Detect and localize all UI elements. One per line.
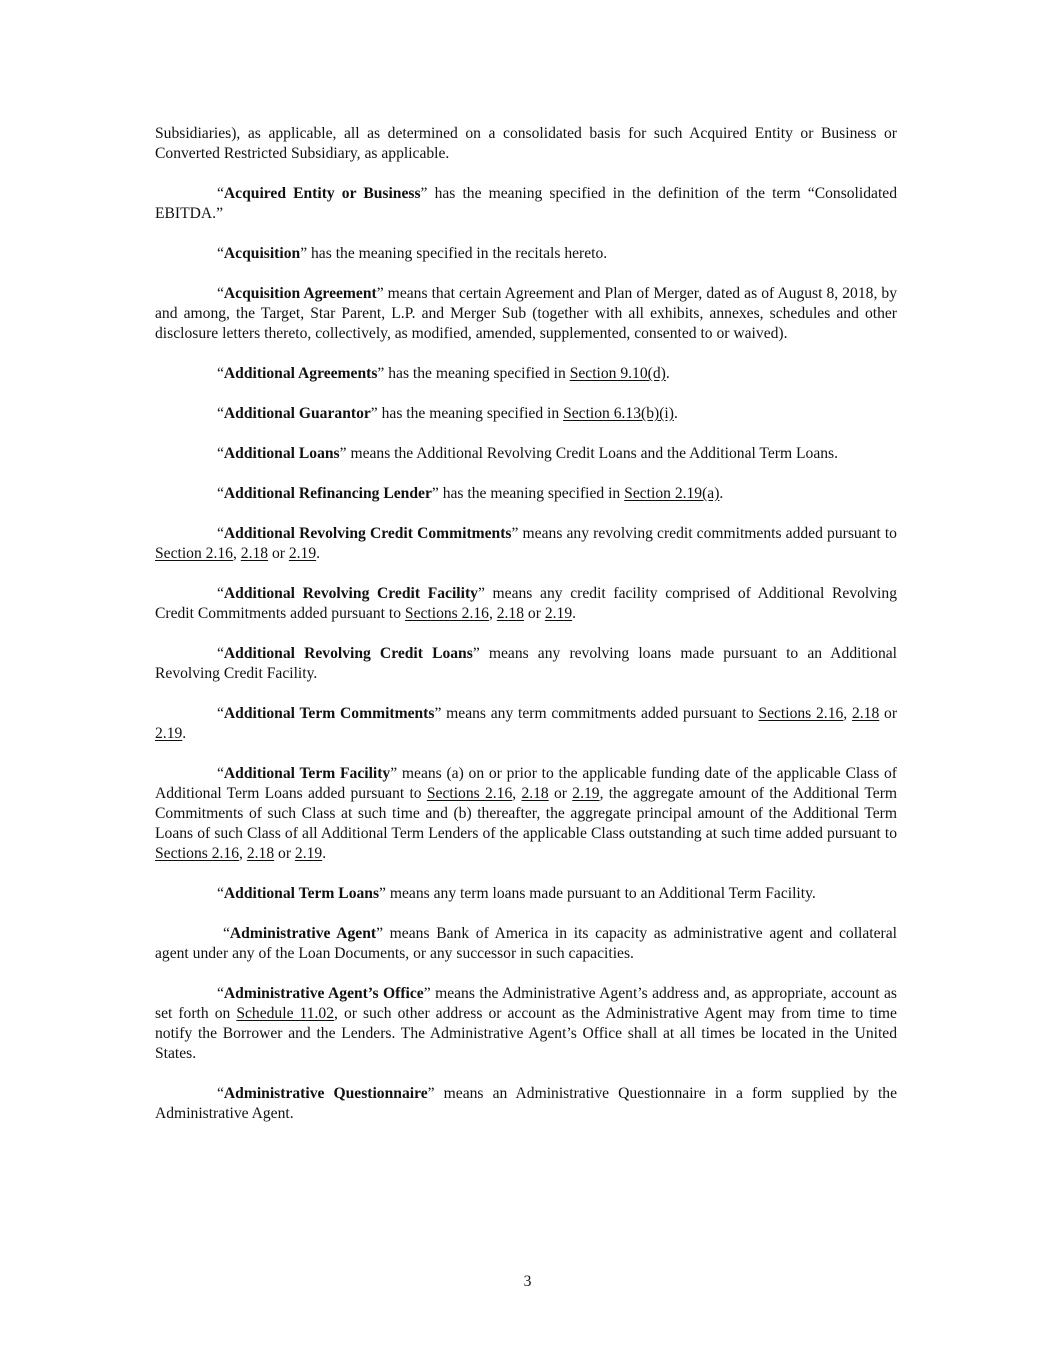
text-run: “ <box>217 705 224 722</box>
paragraph-continuation <box>155 124 897 164</box>
defined-term: Additional Term Commitments <box>223 705 435 722</box>
text-run: ” means the Additional Revolving Credit Loans and the Additional Term Loans. <box>339 445 839 462</box>
section-reference: 2.18 <box>496 605 525 622</box>
text-run: or <box>548 785 573 802</box>
definition-additional-guarantor <box>155 404 897 424</box>
text-run: , or such other address or account as the Administrative Agent may from time to time notify the Borrower and the Lenders. The Administrative Agent’s Office shall at all times be located in the United States. <box>155 1005 897 1062</box>
defined-term: Additional Agreements <box>223 365 378 382</box>
defined-term: Administrative Agent’s Office <box>223 985 424 1002</box>
definition-additional-term-loans <box>155 884 897 904</box>
text-run: , <box>239 845 247 862</box>
definition-additional-term-commitments <box>155 704 897 744</box>
definition-administrative-agent <box>155 924 897 964</box>
text-run: “ <box>217 285 224 302</box>
section-reference: 2.19 <box>155 725 183 742</box>
text-run: ” means Bank of America in its capacity as administrative agent and collateral agent under any of the Loan Documents, or any successor in such capacities. <box>155 925 897 962</box>
defined-term: Additional Guarantor <box>223 405 371 422</box>
defined-term: Additional Term Loans <box>223 885 380 902</box>
defined-term: Additional Revolving Credit Facility <box>223 585 478 602</box>
definition-additional-term-facility <box>155 764 897 864</box>
text-run: ” means the Administrative Agent’s address and, as appropriate, account as set forth on <box>155 985 897 1022</box>
section-reference: Section 2.19(a) <box>624 485 720 502</box>
text-run: or <box>524 605 545 622</box>
defined-term: Additional Revolving Credit Loans <box>223 645 473 662</box>
definition-additional-agreements <box>155 364 897 384</box>
text-run: . <box>322 845 327 862</box>
defined-term: Additional Term Facility <box>223 765 391 782</box>
definition-acquisition-agreement <box>155 284 897 344</box>
text-run: “ <box>217 765 224 782</box>
text-run: . <box>665 365 670 382</box>
text-run: “ <box>217 445 224 462</box>
section-reference: Sections 2.16 <box>426 785 513 802</box>
text-run: ” means (a) on or prior to the applicable funding date of the applicable Class of Additional Term Loans added pursuant to <box>155 765 897 802</box>
defined-term: Additional Loans <box>223 445 340 462</box>
text-run: “ <box>217 985 224 1002</box>
document-body <box>155 124 897 1124</box>
text-run: ” means any revolving loans made pursuant to an Additional Revolving Credit Facility. <box>155 645 897 682</box>
text-run: “ <box>217 485 224 502</box>
defined-term: Acquisition Agreement <box>223 285 377 302</box>
section-reference: Sections 2.16 <box>155 845 240 862</box>
text-run: ” means any credit facility comprised of Additional Revolving Credit Commitments added pursuant to <box>155 585 897 622</box>
text-run: “ <box>217 365 224 382</box>
section-reference: 2.19 <box>294 845 323 862</box>
definition-additional-revolving-credit-commitments <box>155 524 897 564</box>
definition-additional-revolving-credit-loans <box>155 644 897 684</box>
section-reference: Section 9.10(d) <box>569 365 666 382</box>
text-run: “ <box>217 1085 224 1102</box>
defined-term: Acquisition <box>223 245 301 262</box>
text-run: “ <box>217 525 224 542</box>
text-run: ” means any term commitments added pursuant to <box>434 705 759 722</box>
text-run: , <box>232 545 241 562</box>
text-run: ” has the meaning specified in the definition of the term “Consolidated EBITDA.” <box>155 185 897 222</box>
text-run: ” means that certain Agreement and Plan of Merger, dated as of August 8, 2018, by and among, the Target, Star Parent, L.P. and Merger Sub (together with all exhibits, annexes, schedules and other disclosure letters thereto, collectively, as modified, amended, supplemented, consented to or waived). <box>155 285 897 342</box>
section-reference: Sections 2.16 <box>404 605 489 622</box>
text-run: ” means any revolving credit commitments added pursuant to <box>511 525 897 542</box>
text-run: Subsidiaries), as applicable, all as determined on a consolidated basis for such Acquired Entity or Business or Converted Restricted Subsidiary, as applicable. <box>155 125 897 162</box>
text-run: “ <box>217 585 224 602</box>
section-reference: 2.18 <box>521 785 549 802</box>
section-reference: 2.19 <box>544 605 573 622</box>
defined-term: Acquired Entity or Business <box>223 185 421 202</box>
definition-administrative-agents-office <box>155 984 897 1064</box>
section-reference: Sections 2.16 <box>758 705 844 722</box>
definition-additional-revolving-credit-facility <box>155 584 897 624</box>
text-run: ” has the meaning specified in <box>377 365 570 382</box>
defined-term: Additional Revolving Credit Commitments <box>223 525 512 542</box>
text-run: “ <box>217 405 224 422</box>
text-run: . <box>572 605 577 622</box>
section-reference: Schedule 11.02 <box>236 1005 335 1022</box>
definition-administrative-questionnaire <box>155 1084 897 1124</box>
section-reference: 2.19 <box>288 545 317 562</box>
text-run: ” means any term loans made pursuant to an Additional Term Facility. <box>379 885 816 902</box>
definition-acquisition <box>155 244 897 264</box>
section-reference: Section 6.13(b)(i) <box>563 405 674 422</box>
text-run: ” has the meaning specified in the recitals hereto. <box>300 245 608 262</box>
defined-term: Administrative Questionnaire <box>223 1085 428 1102</box>
section-reference: 2.18 <box>240 545 269 562</box>
text-run: . <box>719 485 724 502</box>
text-run: or <box>274 845 295 862</box>
text-run: “ <box>217 185 224 202</box>
text-run: . <box>182 725 187 742</box>
text-run: ” means an Administrative Questionnaire in a form supplied by the Administrative Agent. <box>155 1085 898 1122</box>
page-number: 3 <box>523 1273 532 1290</box>
text-run: ” has the meaning specified in <box>431 485 625 502</box>
definition-additional-refinancing-lender <box>155 484 897 504</box>
text-run: “ <box>217 645 224 662</box>
text-run: or <box>879 705 898 722</box>
section-reference: 2.18 <box>246 845 275 862</box>
text-run: , <box>512 785 522 802</box>
section-reference: Section 2.16 <box>155 545 233 562</box>
text-run: , <box>843 705 852 722</box>
defined-term: Additional Refinancing Lender <box>223 485 432 502</box>
text-run: , <box>488 605 497 622</box>
defined-term: Administrative Agent <box>229 925 377 942</box>
text-run: or <box>268 545 289 562</box>
text-run: , the aggregate amount of the Additional Term Commitments of such Class at such time and (b) thereafter, the aggregate principal amount of the Additional Term Loans of such Class of all Additional Term Lenders of the applicable Class outstanding at such time added pursuant to <box>155 785 898 842</box>
text-run: . <box>316 545 321 562</box>
section-reference: 2.19 <box>572 785 600 802</box>
text-run: “ <box>217 885 224 902</box>
text-run: ” has the meaning specified in <box>370 405 564 422</box>
text-run: . <box>673 405 678 422</box>
text-run: “ <box>217 245 224 262</box>
text-run: “ <box>223 925 230 942</box>
definition-acquired-entity-or-business <box>155 184 897 224</box>
definition-additional-loans <box>155 444 897 464</box>
section-reference: 2.18 <box>851 705 880 722</box>
